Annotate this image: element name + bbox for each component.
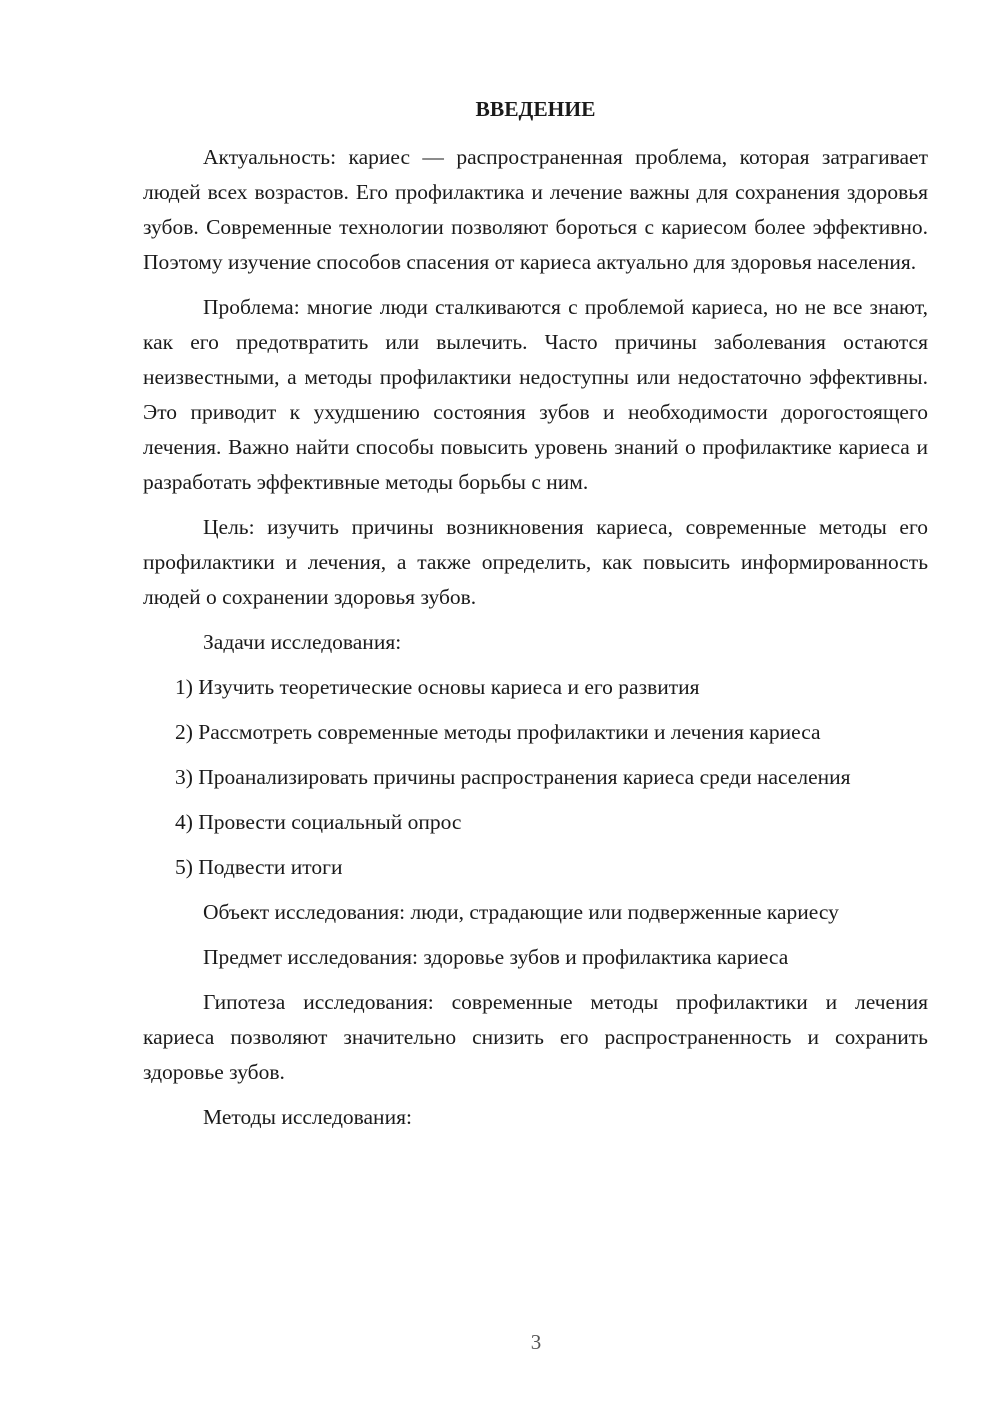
goal-paragraph: Цель: изучить причины возникновения кариеса, современные методы его профилактики и лечения, а также определить, как повысить информированность людей о сохранении здоровья зубов.	[143, 515, 928, 609]
page-title: ВВЕДЕНИЕ	[475, 97, 596, 121]
methods-heading: Методы исследования:	[203, 1105, 412, 1129]
problem-paragraph: Проблема: многие люди сталкиваются с проблемой кариеса, но не все знают, как его предотвратить или вылечить. Часто причины заболевания остаются неизвестными, а методы профилактики недоступны или недостаточно эффективны. Это приводит к ухудшению состояния зубов и необходимости дорогостоящего лечения. Важно найти способы повысить уровень знаний о профилактике кариеса и разработать эффективные методы борьбы с ним.	[143, 295, 928, 494]
task-item: 5) Подвести итоги	[175, 855, 343, 879]
task-item: 4) Провести социальный опрос	[175, 810, 462, 834]
task-item: 1) Изучить теоретические основы кариеса и его развития	[175, 675, 700, 699]
tasks-heading: Задачи исследования:	[203, 630, 402, 654]
object-paragraph: Объект исследования: люди, страдающие или подверженные кариесу	[203, 900, 839, 924]
page-number: 3	[530, 1330, 542, 1354]
subject-paragraph: Предмет исследования: здоровье зубов и профилактика кариеса	[203, 945, 789, 969]
relevance-paragraph: Актуальность: кариес — распространенная проблема, которая затрагивает людей всех возрастов. Его профилактика и лечение важны для сохранения здоровья зубов. Современные технологии позволяют бороться с кариесом более эффективно. Поэтому изучение способов спасения от кариеса актуально для здоровья населения.	[143, 145, 928, 274]
hypothesis-paragraph: Гипотеза исследования: современные методы профилактики и лечения кариеса позволяют значительно снизить его распространенность и сохранить здоровье зубов.	[143, 990, 928, 1084]
task-item: 2) Рассмотреть современные методы профилактики и лечения кариеса	[175, 720, 821, 744]
task-item: 3) Проанализировать причины распространения кариеса среди населения	[175, 765, 851, 789]
page-content	[143, 92, 928, 1145]
